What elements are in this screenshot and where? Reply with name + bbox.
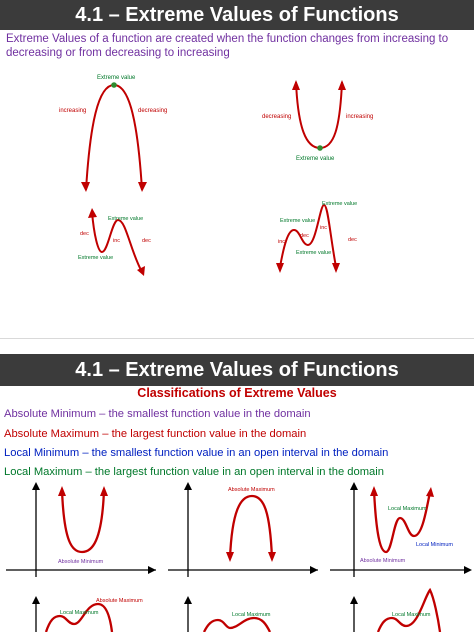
- definition-absolute-minimum: Absolute Minimum – the smallest function value in the domain: [4, 408, 311, 420]
- y-axis-arrow: [32, 596, 40, 604]
- curve-row2-1: [46, 604, 112, 632]
- arrow-head: [88, 208, 97, 218]
- label-absolute-minimum: Absolute Minimum: [360, 558, 406, 564]
- graph-minimum: [258, 78, 388, 173]
- label-extreme-value: Extreme value: [322, 201, 358, 207]
- x-axis-arrow: [310, 566, 318, 574]
- label-inc: inc: [278, 239, 286, 245]
- graph-absolute-maximum: [168, 482, 318, 577]
- definition-local-maximum: Local Maximum – the largest function value in an open interval in the domain: [4, 466, 384, 478]
- label-extreme-value: Extreme value: [78, 255, 114, 261]
- label-dec: dec: [300, 233, 309, 239]
- arrow-head: [81, 182, 90, 192]
- label-extreme-value: Extreme value: [296, 156, 335, 162]
- arrow-head: [292, 80, 300, 90]
- extreme-dot: [111, 82, 117, 88]
- label-local-maximum: Local Maximum: [392, 612, 431, 618]
- label-decreasing: decreasing: [262, 114, 292, 120]
- curve-abs-max: [230, 496, 272, 558]
- label-local-maximum: Local Maximum: [388, 506, 427, 512]
- slide-2: [0, 348, 474, 632]
- label-dec: dec: [142, 238, 151, 244]
- arrow-head: [426, 487, 434, 497]
- curve-maximum: [86, 85, 142, 190]
- arrow-head: [268, 552, 276, 562]
- label-decreasing: decreasing: [138, 108, 168, 114]
- y-axis-arrow: [350, 596, 358, 604]
- label-absolute-maximum: Absolute Maximum: [96, 598, 143, 604]
- curve-minimum: [296, 82, 342, 148]
- y-axis-arrow: [350, 482, 358, 490]
- slide-divider: [0, 338, 474, 348]
- label-inc: inc: [320, 225, 328, 231]
- arrow-head: [276, 263, 284, 273]
- graph-cubic-2: [270, 195, 380, 280]
- y-axis-arrow: [184, 596, 192, 604]
- graph-absolute-minimum: [6, 482, 156, 577]
- label-absolute-maximum: Absolute Maximum: [228, 487, 275, 493]
- slide-1-title: 4.1 – Extreme Values of Functions: [0, 0, 474, 30]
- curve-row2-2: [204, 618, 270, 632]
- slide-2-subtitle: Classifications of Extreme Values: [137, 386, 337, 400]
- curve-row2-3: [378, 590, 440, 632]
- label-local-minimum: Local Minimum: [416, 542, 453, 548]
- arrow-head: [332, 263, 340, 273]
- arrow-head: [137, 266, 145, 276]
- y-axis-arrow: [32, 482, 40, 490]
- arrow-head: [138, 182, 147, 192]
- slide-2-title: 4.1 – Extreme Values of Functions: [0, 354, 474, 386]
- intro-text: Extreme Values of a function are created when the function changes from increasing to decreasing or from decreasing to increasing: [6, 33, 449, 59]
- graph-abs-max-local-max: [6, 592, 156, 632]
- arrow-head: [370, 486, 378, 496]
- label-increasing: increasing: [59, 108, 87, 114]
- label-extreme-value: Extreme value: [296, 250, 332, 256]
- label-extreme-value: Extreme value: [280, 218, 316, 224]
- x-axis-arrow: [464, 566, 472, 574]
- graph-cubic-1: [70, 200, 180, 280]
- label-extreme-value: Extreme value: [97, 75, 136, 81]
- extreme-dot: [317, 145, 323, 151]
- arrow-head: [58, 486, 66, 496]
- arrow-head: [226, 552, 234, 562]
- y-axis-arrow: [184, 482, 192, 490]
- graph-local-max-3: [330, 578, 474, 632]
- curve-abs-min: [62, 490, 104, 552]
- label-dec: dec: [348, 237, 357, 243]
- label-inc: inc: [113, 238, 121, 244]
- arrow-head: [100, 486, 108, 496]
- label-increasing: increasing: [346, 114, 374, 120]
- graph-maximum: [50, 70, 190, 190]
- x-axis-arrow: [148, 566, 156, 574]
- graph-local-max-2: [168, 592, 318, 632]
- label-local-maximum: Local Maximum: [60, 610, 99, 616]
- arrow-head: [338, 80, 346, 90]
- label-local-maximum: Local Maximum: [232, 612, 271, 618]
- graph-local-extrema: [330, 482, 474, 577]
- label-dec: dec: [80, 231, 89, 237]
- definition-absolute-maximum: Absolute Maximum – the largest function value in the domain: [4, 428, 307, 440]
- label-absolute-minimum: Absolute Minimum: [58, 559, 104, 565]
- label-extreme-value: Extreme value: [108, 216, 144, 222]
- definition-local-minimum: Local Minimum – the smallest function value in an open interval in the domain: [4, 447, 389, 459]
